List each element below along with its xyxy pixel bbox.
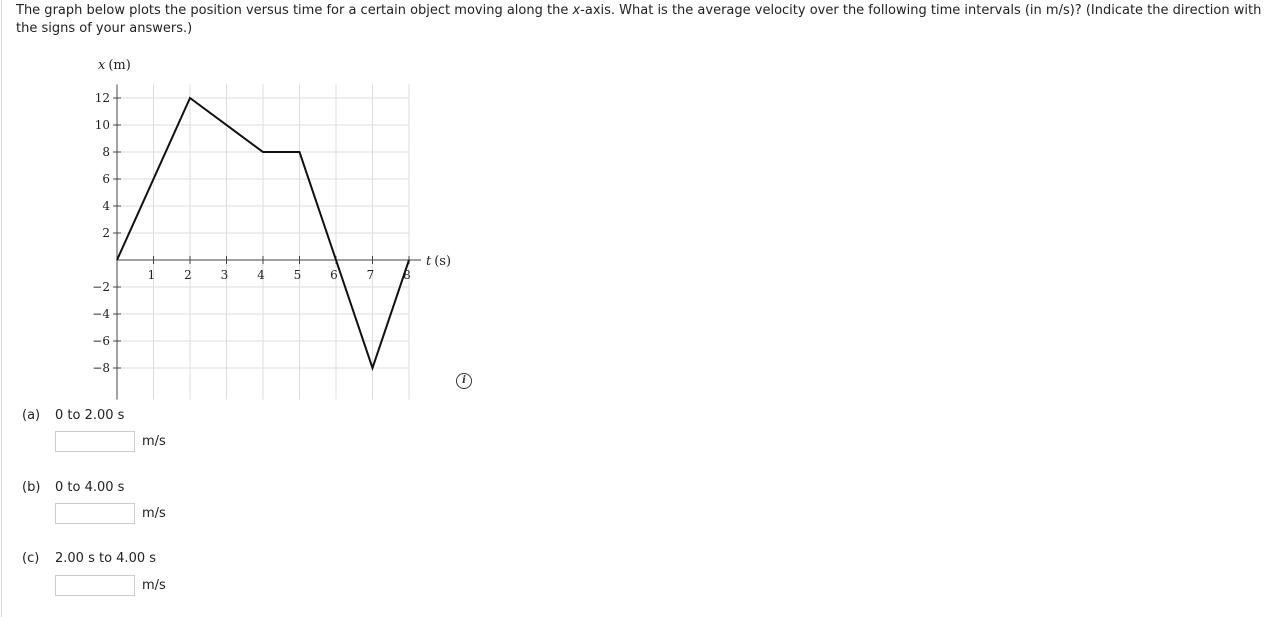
part-a-unit: m/s (142, 434, 166, 449)
y-tick-label: −8 (92, 361, 110, 375)
part-c-label (22, 551, 156, 566)
part-b-answer-input[interactable] (55, 503, 135, 524)
part-b-unit: m/s (142, 506, 166, 521)
part-c-unit: m/s (142, 578, 166, 593)
x-tick-label: 1 (147, 268, 156, 282)
graph-grid (117, 85, 409, 400)
part-b-label (22, 480, 124, 495)
y-tick-label: −4 (92, 307, 110, 321)
part-a-answer-input[interactable] (55, 431, 135, 452)
x-tick-label: 5 (293, 268, 302, 282)
y-tick-label: −2 (92, 280, 110, 294)
part-b-letter: (b) (22, 480, 41, 495)
question-variable: x (572, 3, 581, 18)
part-c-interval: 2.00 s to 4.00 s (55, 551, 157, 566)
y-tick-label: 4 (102, 199, 110, 213)
part-a-label (22, 408, 124, 423)
part-a-interval: 0 to 2.00 s (55, 408, 125, 423)
info-icon[interactable]: i (456, 373, 472, 389)
y-tick-label: −6 (92, 334, 110, 348)
part-a-letter: (a) (22, 408, 41, 423)
x-tick-label: 6 (330, 268, 338, 282)
graph-axes (117, 85, 421, 400)
position-time-graph (0, 0, 520, 400)
x-tick-label: 8 (403, 268, 411, 282)
y-tick-label: 10 (94, 118, 110, 132)
question-text-start: The graph below plots the position versus time for a certain object moving along the (16, 3, 573, 18)
y-tick-label: 2 (102, 226, 110, 240)
question-text-end: -axis. What is the average velocity over the following time intervals (in m/s)? (Indicate the direction with the signs of your answers.) (16, 3, 1262, 36)
x-tick-label: 2 (184, 268, 192, 282)
y-tick-label: 8 (102, 145, 110, 159)
part-c-letter: (c) (22, 551, 40, 566)
x-tick-label: 7 (366, 268, 375, 282)
x-tick-label: 4 (257, 268, 265, 282)
part-c-answer-input[interactable] (55, 575, 135, 596)
part-b-interval: 0 to 4.00 s (55, 480, 125, 495)
y-tick-label: 12 (94, 91, 110, 105)
y-axis-label: x (m) (98, 58, 131, 73)
x-axis-label: t (s) (426, 254, 452, 269)
y-tick-label: 6 (102, 172, 110, 186)
x-tick-label: 3 (220, 268, 229, 282)
